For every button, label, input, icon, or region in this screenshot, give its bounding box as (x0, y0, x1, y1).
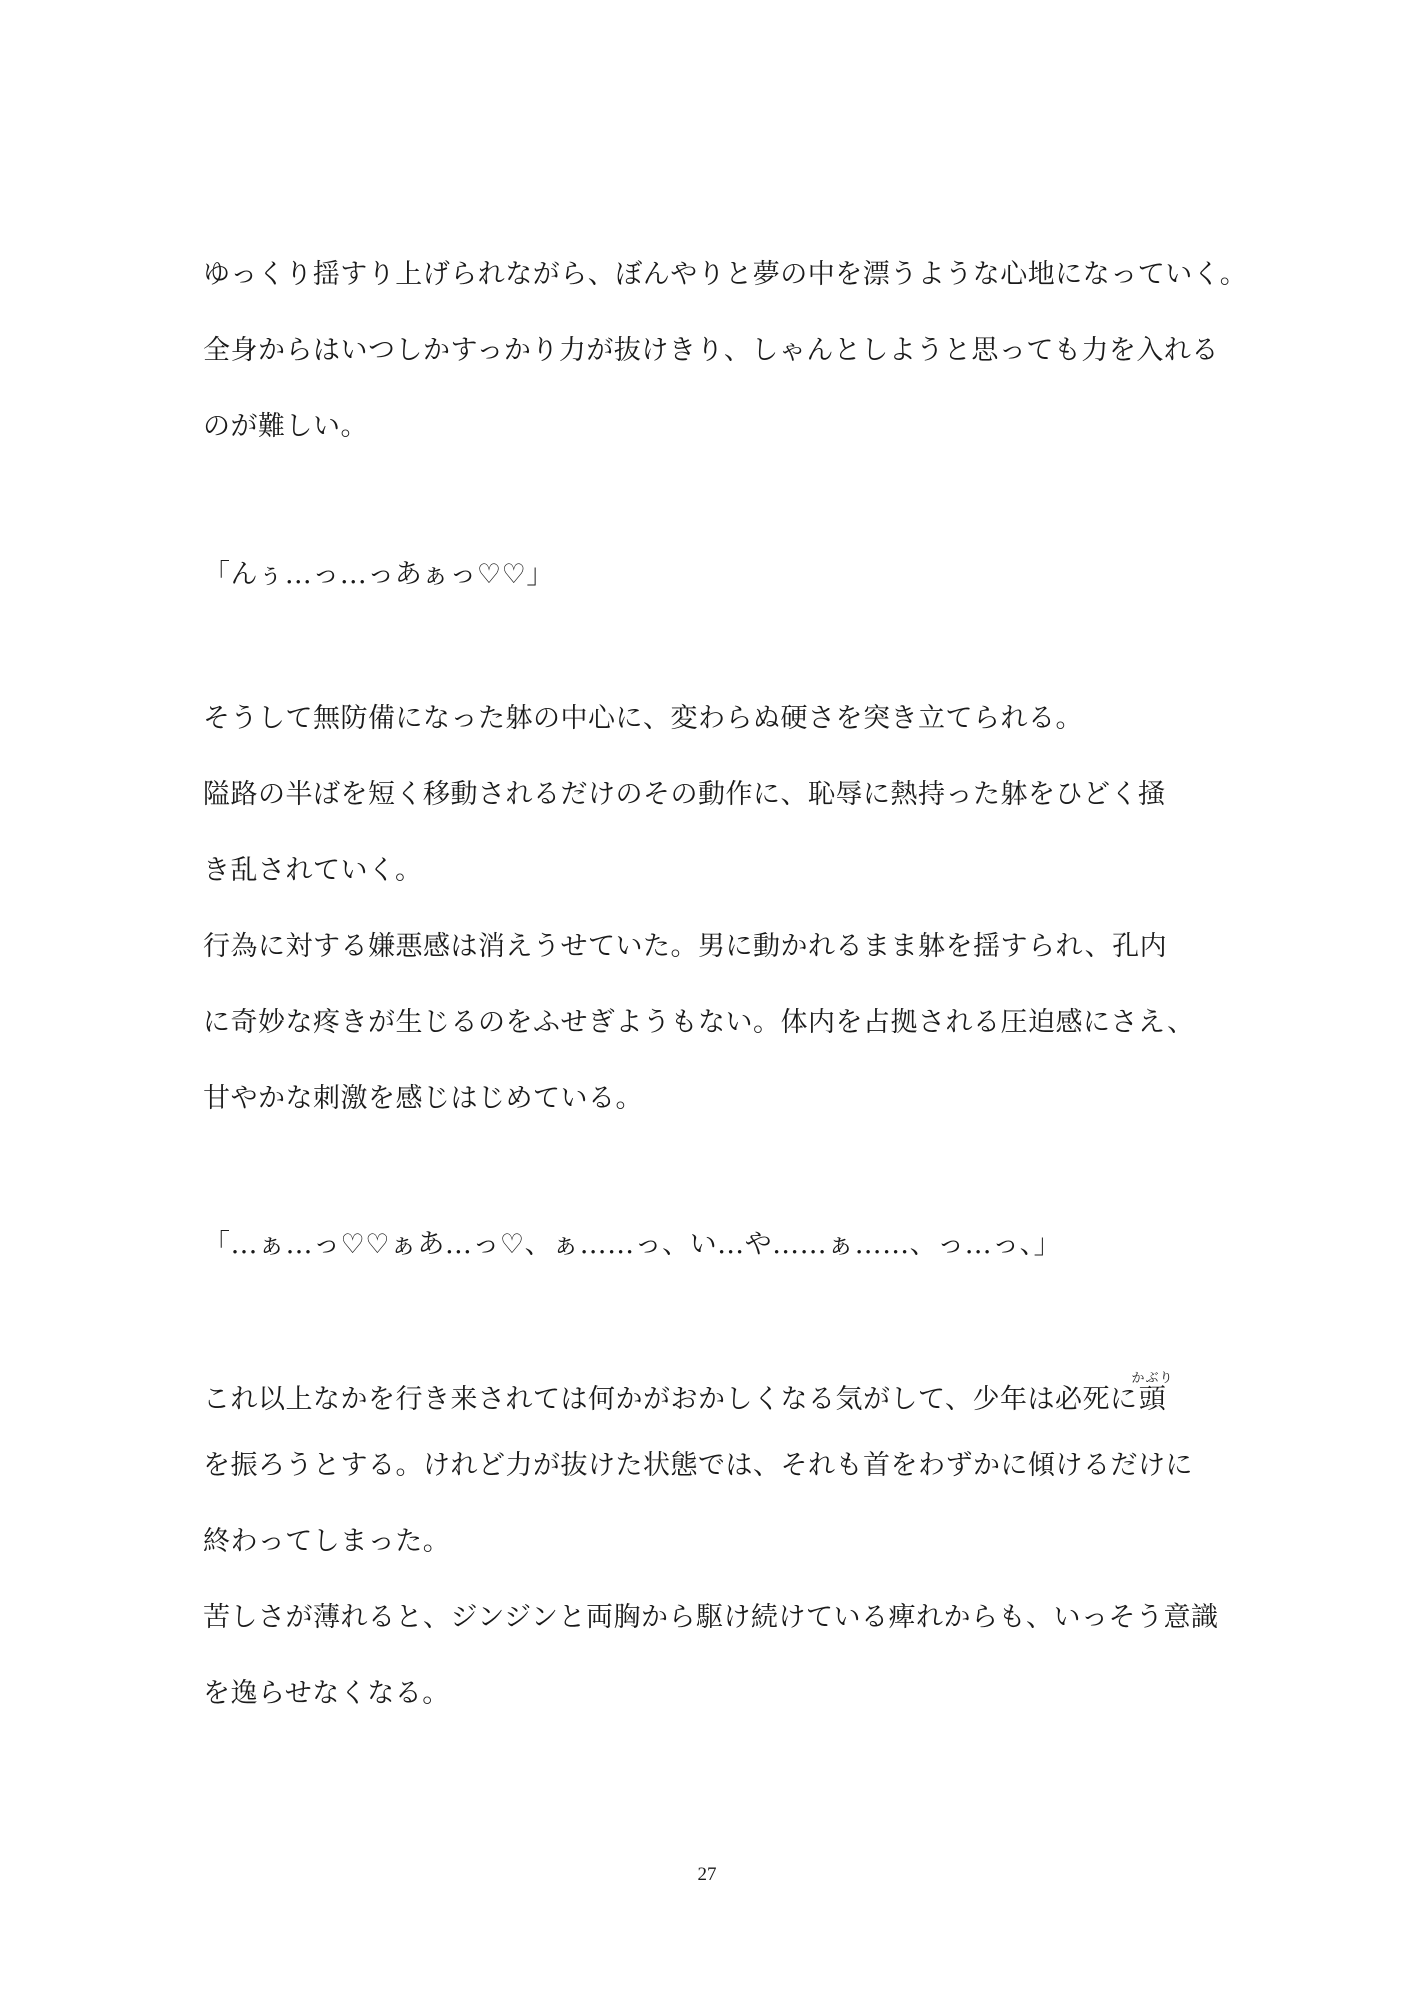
text-line: ゆっくり揺すり上げられながら、ぼんやりと夢の中を漂うような心地になっていく。 (203, 259, 1248, 290)
text-line: を振ろうとする。けれど力が抜けた状態では、それも首をわずかに傾けるだけに (203, 1450, 1193, 1481)
ruby-annotation (1131, 1371, 1174, 1415)
text-line: き乱されていく。 (203, 855, 423, 886)
text-segment: これ以上なかを行き来されては何かがおかしくなる気がして、少年は必死に (203, 1384, 1138, 1415)
dialogue-line: 「…ぁ…っ♡♡ぁあ…っ♡、ぁ……っ、い…や……ぁ……、っ…っ、」 (203, 1229, 1062, 1260)
text-line: 終わってしまった。 (203, 1526, 451, 1557)
text-line: を逸らせなくなる。 (203, 1678, 450, 1709)
text-line: に奇妙な疼きが生じるのをふせぎようもない。体内を占拠される圧迫感にさえ、 (203, 1007, 1195, 1038)
ruby-reading: かぶり (1131, 1371, 1174, 1386)
text-line (203, 1371, 1174, 1415)
text-line: 苦しさが薄れると、ジンジンと両胸から駆け続けている痺れからも、いっそう意識 (203, 1602, 1219, 1633)
dialogue-line: 「んぅ…っ…っあぁっ♡♡」 (203, 559, 554, 590)
text-line: そうして無防備になった躰の中心に、変わらぬ硬さを突き立てられる。 (203, 703, 1083, 734)
text-line: 行為に対する嫌悪感は消えうせていた。男に動かれるまま躰を揺すられ、孔内 (203, 931, 1168, 962)
text-line: 隘路の半ばを短く移動されるだけのその動作に、恥辱に熱持った躰をひどく掻 (203, 779, 1166, 810)
text-line: 甘やかな刺激を感じはじめている。 (203, 1083, 643, 1114)
page-number: 27 (697, 1864, 717, 1885)
ruby-base: 頭 (1131, 1384, 1174, 1415)
text-line: 全身からはいつしかすっかり力が抜けきり、しゃんとしようと思っても力を入れる (203, 335, 1219, 366)
text-line: のが難しい。 (203, 411, 368, 442)
